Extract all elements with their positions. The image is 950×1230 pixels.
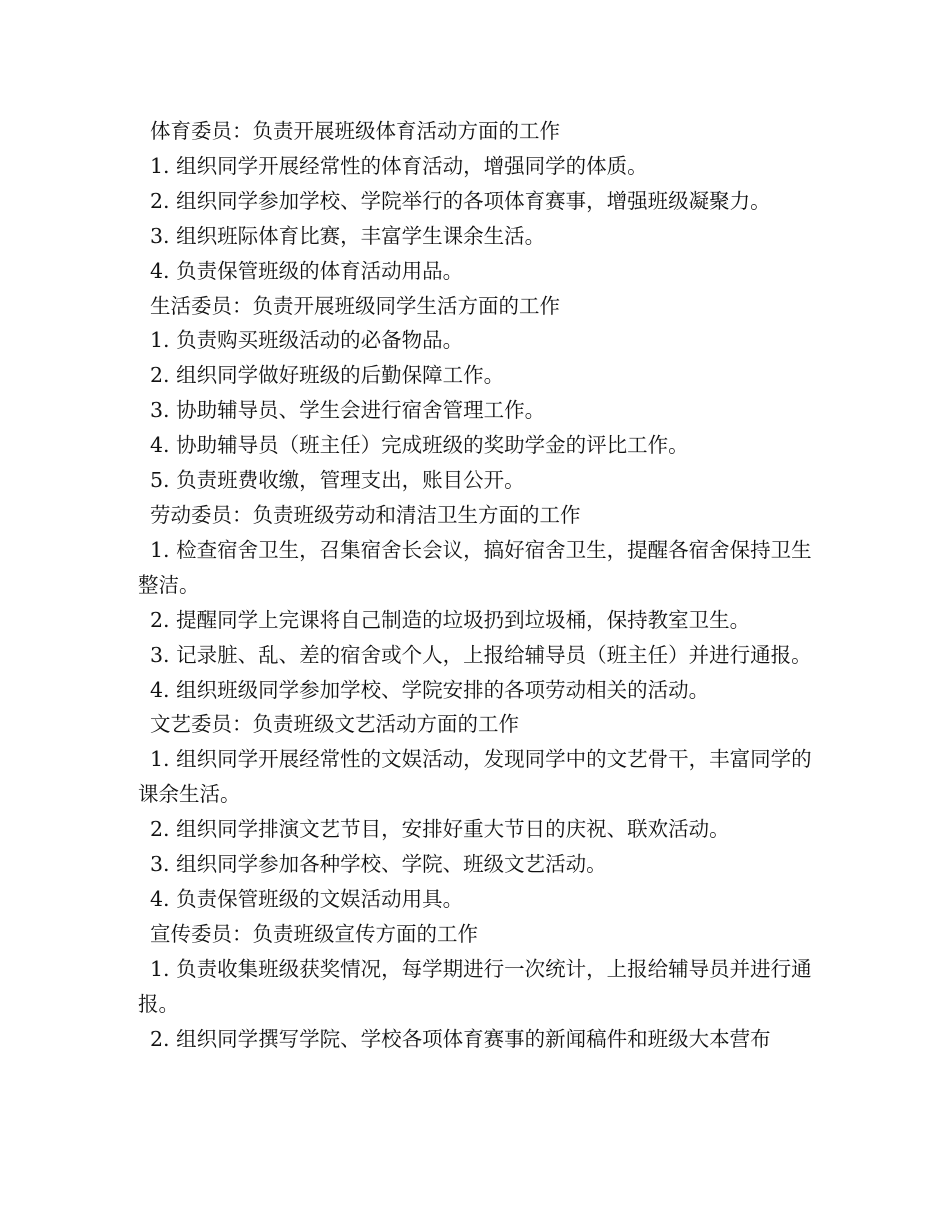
list-item: 1. 负责收集班级获奖情况，每学期进行一次统计，上报给辅导员并进行通报。: [138, 956, 812, 1016]
list-item: 3. 组织同学参加各种学校、学院、班级文艺活动。: [150, 852, 607, 877]
list-item: 3. 记录脏、乱、差的宿舍或个人，上报给辅导员（班主任）并进行通报。: [150, 642, 812, 667]
section-heading-arts: 文艺委员：负责班级文艺活动方面的工作: [150, 712, 519, 737]
section-heading-sports: 体育委员：负责开展班级体育活动方面的工作: [150, 119, 560, 143]
list-item: 4. 组织班级同学参加学校、学院安排的各项劳动相关的活动。: [150, 677, 710, 702]
list-item: 2. 组织同学参加学校、学院举行的各项体育赛事，增强班级凝聚力。: [150, 188, 771, 213]
list-item: 3. 组织班际体育比赛，丰富学生课余生活。: [150, 223, 546, 248]
list-item: 2. 组织同学排演文艺节目，安排好重大节日的庆祝、联欢活动。: [150, 817, 730, 842]
list-item: 1. 组织同学开展经常性的文娱活动，发现同学中的文艺骨干，丰富同学的课余生活。: [138, 747, 812, 807]
list-item: 2. 组织同学做好班级的后勤保障工作。: [150, 363, 505, 388]
section-heading-publicity: 宣传委员：负责班级宣传方面的工作: [150, 921, 478, 946]
list-item: 2. 组织同学撰写学院、学校各项体育赛事的新闻稿件和班级大本营布: [150, 1026, 771, 1051]
list-item: 4. 协助辅导员（班主任）完成班级的奖助学金的评比工作。: [150, 433, 689, 458]
list-item: 3. 协助辅导员、学生会进行宿舍管理工作。: [150, 398, 546, 423]
document-body: [138, 114, 814, 1056]
section-heading-labor: 劳动委员：负责班级劳动和清洁卫生方面的工作: [150, 502, 581, 527]
list-item: 1. 负责购买班级活动的必备物品。: [150, 328, 464, 353]
list-item: 2. 提醒同学上完课将自己制造的垃圾扔到垃圾桶，保持教室卫生。: [150, 607, 751, 632]
list-item: 1. 组织同学开展经常性的体育活动，增强同学的体质。: [150, 153, 648, 178]
list-item: 4. 负责保管班级的文娱活动用具。: [150, 886, 464, 911]
section-heading-life: 生活委员：负责开展班级同学生活方面的工作: [150, 293, 560, 318]
list-item: 4. 负责保管班级的体育活动用品。: [150, 258, 464, 283]
list-item: 1. 检查宿舍卫生，召集宿舍长会议，搞好宿舍卫生，提醒各宿舍保持卫生整洁。: [138, 537, 812, 597]
list-item: 5. 负责班费收缴，管理支出，账目公开。: [150, 468, 525, 493]
